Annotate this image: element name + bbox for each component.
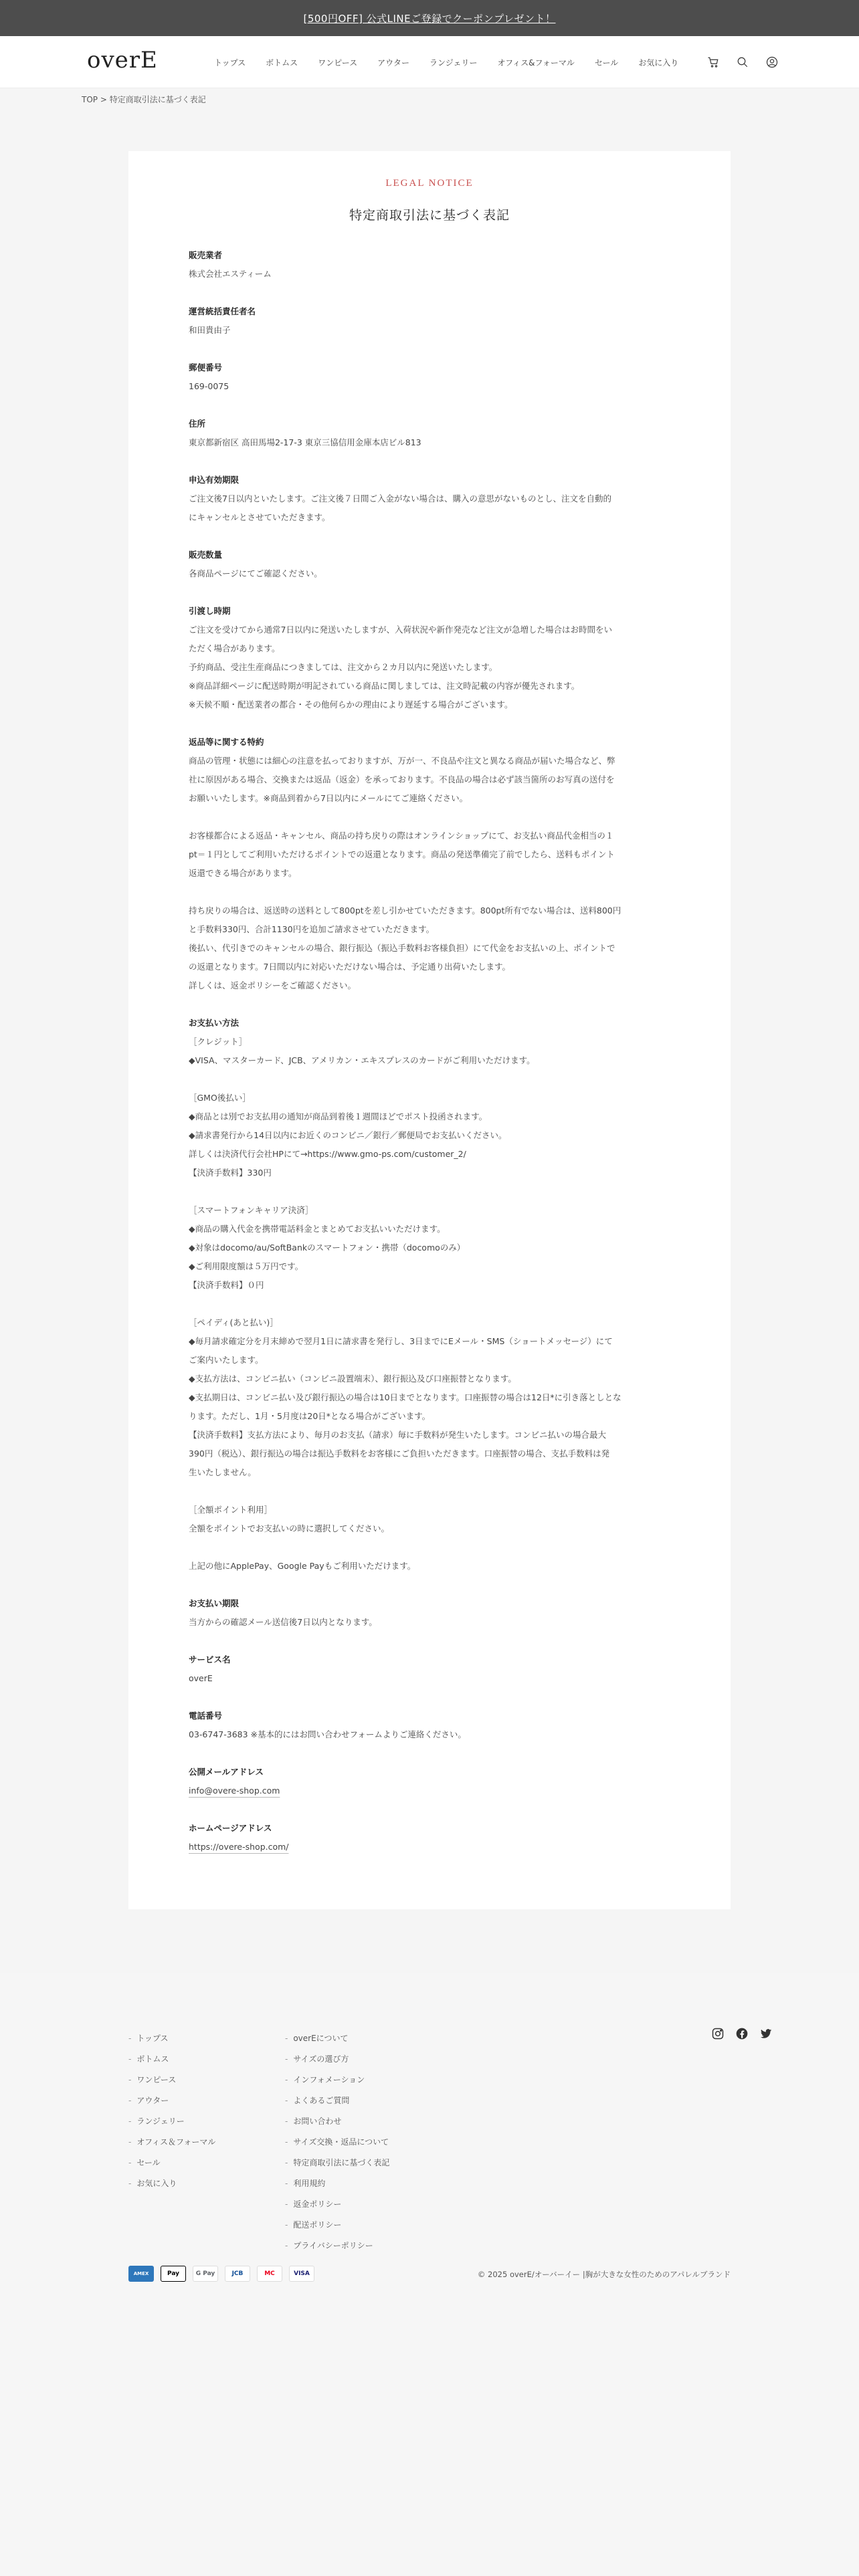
section-title: お支払い方法: [189, 1018, 240, 1028]
section-text: ［クレジット］: [189, 1037, 248, 1047]
payment-badge: Pay: [161, 2266, 186, 2282]
section-text: 生いたしません。: [189, 1467, 256, 1477]
site-logo[interactable]: overE: [87, 47, 158, 74]
payment-badge: G Pay: [193, 2266, 218, 2282]
nav-tops[interactable]: トップス: [214, 58, 246, 68]
section-text: 返還できる場合があります。: [189, 868, 297, 878]
section-text: ◆ご利用限度額は５万円です。: [189, 1261, 304, 1271]
payment-badge: VISA: [289, 2266, 314, 2282]
section-text: 【決済手数料】支払方法により、毎月のお支払（請求）毎に手数料が発生いたします。コンビニ払いの場合最大: [189, 1430, 607, 1440]
account-icon[interactable]: [765, 56, 779, 69]
nav-outer[interactable]: アウター: [377, 58, 409, 68]
section-title: 住所: [189, 419, 206, 429]
section-text: ［ペイディ(あと払い)］: [189, 1317, 278, 1327]
footer-link[interactable]: - 配送ポリシー: [285, 2214, 389, 2235]
section-title: 郵便番号: [189, 362, 223, 372]
section-text: ※天候不順・配送業者の都合・その他何らかの理由により遅延する場合がございます。: [189, 700, 513, 710]
footer-info-links: [285, 2028, 389, 2256]
footer-category-links: [128, 2028, 215, 2193]
section-gap: [189, 1688, 670, 1707]
footer-link[interactable]: - overEについて: [285, 2028, 389, 2048]
section-title: 公開メールアドレス: [189, 1767, 264, 1777]
section-gap: [189, 1632, 670, 1650]
section-text: 当方からの確認メール送信後7日以内となります。: [189, 1617, 377, 1627]
section-title: 申込有効期限: [189, 475, 240, 485]
main-nav: [214, 36, 698, 88]
legal-card: [128, 151, 731, 1909]
section-text: の返還となります。7日間以内に対応いただけない場合は、予定通り出荷いたします。: [189, 962, 510, 972]
nav-favorites[interactable]: お気に入り: [638, 58, 679, 68]
section-gap: [189, 527, 670, 546]
section-text: 商品の管理・状態には細心の注意を払っておりますが、万が一、不良品や注文と異なる商品が届いた場合など、弊: [189, 756, 615, 766]
nav-sale[interactable]: セール: [594, 58, 619, 68]
social-links: [710, 2026, 773, 2041]
payment-methods: [128, 2266, 314, 2282]
footer-link[interactable]: - ボトムス: [128, 2048, 215, 2069]
section-text: 169-0075: [189, 381, 229, 391]
footer-link[interactable]: - 返金ポリシー: [285, 2193, 389, 2214]
section-text: 03-6747-3683 ※基本的にはお問い合わせフォームよりご連絡ください。: [189, 1729, 466, 1739]
section-title: お支払い期限: [189, 1598, 240, 1608]
section-gap: [189, 995, 670, 1014]
facebook-icon[interactable]: [735, 2026, 749, 2041]
section-text: 各商品ページにてご確認ください。: [189, 568, 322, 578]
section-text: 持ち戻りの場合は、返送時の送料として800ptを差し引かせていただきます。800pt所有でない場合は、送料800円: [189, 905, 622, 916]
section-text: 390円（税込）、銀行振込の場合は振込手数料をお客様にご負担いただきます。口座振替の場合、支払手数料は発: [189, 1448, 610, 1459]
section-link[interactable]: info@overe-shop.com: [189, 1786, 280, 1796]
section-gap: [189, 1744, 670, 1763]
section-text: ります。ただし、1月・5月度は20日*となる場合がございます。: [189, 1411, 431, 1421]
section-text: 和田貴由子: [189, 325, 231, 335]
section-text: 予約商品、受注生産商品につきましては、注文から２カ月以内に発送いたします。: [189, 662, 498, 672]
section-text: ※商品詳細ページに配送時期が明記されている商品に関しましては、注文時記載の内容が優先されます。: [189, 681, 580, 691]
section-text: ◆商品とは別でお支払用の通知が商品到着後１週間ほどでポスト投函されます。: [189, 1111, 488, 1121]
footer-link[interactable]: - 特定商取引法に基づく表記: [285, 2152, 389, 2173]
section-text: ◆VISA、マスターカード、JCB、アメリカン・エキスプレスのカードがご利用いただけます。: [189, 1055, 535, 1065]
footer-link[interactable]: - お問い合わせ: [285, 2111, 389, 2131]
blank-line: [189, 1295, 670, 1313]
footer-link[interactable]: - インフォメーション: [285, 2069, 389, 2090]
section-text: 後払い、代引きでのキャンセルの場合、銀行振込（振込手数料お客様負担）にて代金をお支払いの上、ポイントで: [189, 943, 615, 953]
section-text: ただく場合があります。: [189, 643, 280, 653]
section-text: ◆商品の購入代金を携帯電話料金とまとめてお支払いいただけます。: [189, 1224, 446, 1234]
footer-link[interactable]: - お気に入り: [128, 2173, 215, 2193]
section-text: ご注文後7日以内といたします。ご注文後７日間ご入金がない場合は、購入の意思がないものとし、注文を自動的: [189, 494, 611, 504]
section-title: 電話番号: [189, 1711, 223, 1721]
section-text: ご注文を受けてから通常7日以内に発送いたしますが、入荷状況や新作発売など注文が急増した場合はお時間をい: [189, 625, 612, 635]
section-text: ［全額ポイント利用］: [189, 1505, 273, 1515]
nav-lingerie[interactable]: ランジェリー: [430, 58, 478, 68]
nav-onepiece[interactable]: ワンピース: [318, 58, 358, 68]
section-text: 東京都新宿区 高田馬場2-17-3 東京三協信用金庫本店ビル813: [189, 437, 421, 447]
section-text: ◆対象はdocomo/au/SoftBankのスマートフォン・携帯（docomoのみ）: [189, 1243, 466, 1253]
section-text: 全額をポイントでお支払いの時に選択してください。: [189, 1523, 390, 1533]
section-title: 販売業者: [189, 250, 223, 260]
footer-link[interactable]: - サイズ交換・返品について: [285, 2131, 389, 2152]
section-text: 株式会社エスティーム: [189, 269, 272, 279]
search-icon[interactable]: [736, 56, 749, 69]
section-text: ◆支払方法は、コンビニ払い（コンビニ設置端末）、銀行振込及び口座振替となります。: [189, 1374, 516, 1384]
section-text: 【決済手数料】330円: [189, 1168, 272, 1178]
section-gap: [189, 284, 670, 302]
footer-link[interactable]: - 利用規約: [285, 2173, 389, 2193]
legal-content: [189, 246, 670, 1856]
cart-icon[interactable]: [706, 56, 720, 69]
section-title: 販売数量: [189, 550, 223, 560]
blank-line: [189, 1482, 670, 1501]
section-text: 社に原因がある場合、交換または返品（返金）を承っております。不良品の場合は必ず該当箇所のお写真の送付を: [189, 774, 615, 784]
section-title: 返品等に関する特約: [189, 737, 264, 747]
section-text: 【決済手数料】０円: [189, 1280, 264, 1290]
copyright: © 2025 overE/オーバーイー |胸が大きな女性のためのアパレルブランド: [477, 2270, 731, 2279]
footer-link[interactable]: - ワンピース: [128, 2069, 215, 2090]
announcement-bar: [0, 0, 859, 36]
page-title: 特定商取引法に基づく表記: [349, 208, 510, 223]
blank-line: [189, 883, 670, 901]
footer-link[interactable]: - プライバシーポリシー: [285, 2235, 389, 2256]
footer-link[interactable]: - アウター: [128, 2090, 215, 2111]
footer-link[interactable]: - よくあるご質問: [285, 2090, 389, 2111]
section-text: お客様都合による返品・キャンセル、商品の持ち戻りの際はオンラインショップにて、お支払い商品代金相当の１: [189, 831, 614, 841]
section-gap: [189, 396, 670, 415]
payment-badge: MC: [257, 2266, 282, 2282]
footer-link[interactable]: - トップス: [128, 2028, 215, 2048]
blank-line: [189, 1182, 670, 1201]
section-title: 運営統括責任者名: [189, 306, 256, 316]
section-text: overE: [189, 1673, 213, 1683]
instagram-icon[interactable]: [710, 2026, 725, 2041]
section-text: と手数料330円、合計1130円を追加ご請求させていただきます。: [189, 924, 435, 934]
footer-link[interactable]: - サイズの選び方: [285, 2048, 389, 2069]
payment-badge: AMEX: [128, 2266, 154, 2282]
section-text: 詳しくは決済代行会社HPにて→https://www.gmo-ps.com/customer_2/: [189, 1149, 466, 1159]
section-gap: [189, 1800, 670, 1819]
section-text: お願いいたします。※商品到着から7日以内にメールにてご連絡ください。: [189, 793, 468, 803]
section-text: ［スマートフォンキャリア決済］: [189, 1205, 314, 1215]
blank-line: [189, 1538, 670, 1557]
eyebrow-label: LEGAL NOTICE: [385, 178, 474, 189]
breadcrumb[interactable]: TOP > 特定商取引法に基づく表記: [82, 95, 206, 104]
section-text: にキャンセルとさせていただきます。: [189, 512, 330, 522]
site-footer: [0, 1973, 859, 2576]
nav-office-formal[interactable]: オフィス&フォーマル: [497, 58, 575, 68]
section-text: 上記の他にApplePay、Google Payもご利用いただけます。: [189, 1561, 416, 1571]
section-text: pt＝１円としてご利用いただけるポイントでの返還となります。商品の発送準備完了前でしたら、送料もポイント: [189, 849, 615, 859]
section-gap: [189, 714, 670, 733]
section-text: ◆毎月請求確定分を月末締めで翌月1日に請求書を発行し、3日までにEメール・SMS（ショートメッセージ）にて: [189, 1336, 613, 1346]
section-text: ご案内いたします。: [189, 1355, 264, 1365]
section-text: ◆支払期日は、コンビニ払い及び銀行振込の場合は10日までとなります。口座振替の場合は12日*に引き落としとな: [189, 1392, 622, 1402]
section-title: ホームページアドレス: [189, 1823, 272, 1833]
section-gap: [189, 452, 670, 471]
section-gap: [189, 340, 670, 358]
header-icons: [706, 36, 779, 88]
section-text: 詳しくは、返金ポリシーをご確認ください。: [189, 980, 357, 990]
footer-link[interactable]: - オフィス＆フォーマル: [128, 2131, 215, 2152]
section-link[interactable]: https://overe-shop.com/: [189, 1842, 289, 1852]
main-area: [0, 88, 859, 1973]
site-header: [0, 36, 859, 88]
section-title: 引渡し時期: [189, 606, 231, 616]
footer-link[interactable]: - セール: [128, 2152, 215, 2173]
twitter-icon[interactable]: [759, 2026, 773, 2041]
announcement-link[interactable]: [500円OFF] 公式LINEご登録でクーポンプレゼント！: [303, 12, 556, 25]
blank-line: [189, 808, 670, 827]
section-title: サービス名: [189, 1654, 231, 1665]
section-gap: [189, 1576, 670, 1594]
nav-bottoms[interactable]: ボトムス: [266, 58, 298, 68]
payment-badge: JCB: [225, 2266, 250, 2282]
footer-link[interactable]: - ランジェリー: [128, 2111, 215, 2131]
section-text: ［GMO後払い］: [189, 1093, 251, 1103]
blank-line: [189, 1070, 670, 1089]
section-text: ◆請求書発行から14日以内にお近くのコンビニ／銀行／郵便局でお支払いください。: [189, 1130, 507, 1140]
section-gap: [189, 583, 670, 602]
